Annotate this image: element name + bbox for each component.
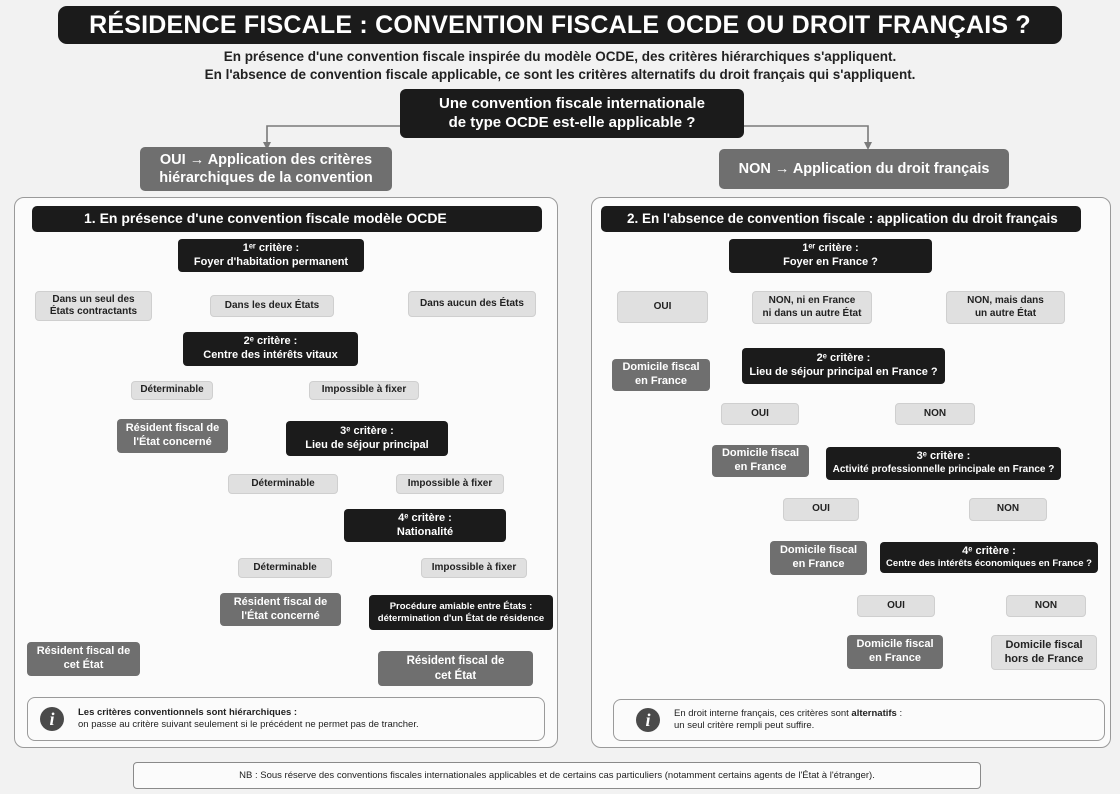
- right-info-box: [613, 699, 1105, 741]
- branch-yes-line-1: OUI → Application des critères: [159, 151, 373, 168]
- left-amiable-line-2: détermination d'un État de résidence: [377, 612, 545, 624]
- right-criterion-4-text: Centre des intérêts économiques en France ?: [886, 558, 1092, 570]
- left-criterion-1-text: Foyer d'habitation permanent: [193, 255, 349, 268]
- branch-yes-line-2: hiérarchiques de la convention: [159, 170, 373, 186]
- right-c4-non: NON: [1006, 595, 1086, 617]
- right-c3-non: NON: [969, 498, 1047, 521]
- right-c2-non: NON: [895, 403, 975, 425]
- right-domicile-1-line-2: en France: [635, 375, 687, 387]
- page-title: RÉSIDENCE FISCALE : CONVENTION FISCALE OCDE OU DROIT FRANÇAIS ?: [58, 6, 1062, 44]
- left-criterion-4-text: Nationalité: [396, 525, 454, 538]
- right-domicile-4-line-2: en France: [869, 652, 921, 664]
- right-criterion-1: [729, 239, 932, 273]
- info-icon: i: [636, 708, 660, 732]
- left-criterion-2-text: Centre des intérêts vitaux: [203, 349, 338, 361]
- right-info-rest: un seul critère rempli peut suffire.: [674, 720, 815, 731]
- right-criterion-2-title: 2ᵉ critère :: [816, 352, 871, 365]
- left-criterion-3: [286, 421, 448, 456]
- right-criterion-4-title: 4ᵉ critère :: [962, 544, 1016, 557]
- left-amiable-procedure: [369, 595, 553, 630]
- right-answer-non-nowhere-line-1: NON, ni en France: [768, 295, 856, 306]
- right-criterion-4: [880, 542, 1098, 573]
- left-c4-determinable: Déterminable: [238, 558, 332, 578]
- left-info-text: [78, 707, 419, 732]
- right-domicile-3: [770, 541, 867, 575]
- left-c2-impossible: Impossible à fixer: [309, 381, 419, 400]
- right-domicile-3-line-2: en France: [792, 558, 845, 570]
- right-domicile-2: [712, 445, 809, 477]
- right-domicile-1-line-1: Domicile fiscal: [622, 361, 700, 374]
- right-criterion-3-title: 3ᵉ critère :: [916, 450, 971, 463]
- left-result-c2-line-1: Résident fiscal de: [125, 422, 220, 435]
- left-answer-one-state: [35, 291, 152, 321]
- left-answer-no-state: Dans aucun des États: [408, 291, 536, 317]
- right-answer-non-nowhere: [752, 291, 872, 324]
- subtitle-line-1: En présence d'une convention fiscale inspirée du modèle OCDE, des critères hiérarchiques s'appliquent.: [223, 49, 897, 64]
- left-criterion-2-title: 2ᵉ critère :: [243, 335, 298, 348]
- left-c3-determinable: Déterminable: [228, 474, 338, 494]
- left-info-rest: on passe au critère suivant seulement si le précédent ne permet pas de trancher.: [78, 719, 419, 730]
- right-answer-non-other-line-1: NON, mais dans: [967, 295, 1044, 306]
- right-domicile-2-line-1: Domicile fiscal: [721, 447, 800, 460]
- left-result-c4: [220, 593, 341, 626]
- main-question-box: [400, 89, 744, 138]
- branch-no-box: NON → Application du droit français: [719, 149, 1009, 189]
- left-c2-determinable: Déterminable: [131, 381, 213, 400]
- left-criterion-1-title: 1ᵉʳ critère :: [242, 241, 300, 254]
- right-criterion-2: [742, 348, 945, 384]
- right-panel-header: 2. En l'absence de convention fiscale : application du droit français: [601, 206, 1081, 232]
- right-answer-non-nowhere-line-2: ni dans un autre État: [762, 307, 862, 319]
- left-c4-impossible: Impossible à fixer: [421, 558, 527, 578]
- left-criterion-2: [183, 332, 358, 366]
- left-panel-header: 1. En présence d'une convention fiscale modèle OCDE: [32, 206, 542, 232]
- right-criterion-2-text: Lieu de séjour principal en France ?: [749, 366, 938, 378]
- left-result-c2-line-2: l'État concerné: [133, 436, 212, 448]
- branch-yes-box: [140, 147, 392, 191]
- right-info-pre: En droit interne français, ces critères sont: [674, 707, 852, 719]
- right-domicile-2-line-2: en France: [734, 461, 787, 473]
- right-info-bold: alternatifs: [851, 707, 897, 719]
- right-domicile-abroad: [991, 635, 1097, 670]
- right-info-post: :: [896, 707, 903, 719]
- left-result-this-state-line-2: cet État: [63, 659, 104, 671]
- subtitle-line-2: En l'absence de convention fiscale applicable, ce sont les critères alternatifs du droit français qui s'appliquent.: [204, 67, 916, 82]
- right-criterion-1-text: Foyer en France ?: [783, 256, 878, 268]
- left-answer-one-state-line-2: États contractants: [49, 306, 138, 317]
- left-answer-both-states: Dans les deux États: [210, 295, 334, 317]
- right-domicile-1: [612, 359, 710, 391]
- left-c3-impossible: Impossible à fixer: [396, 474, 504, 494]
- left-criterion-1: [178, 239, 364, 272]
- right-c3-oui: OUI: [783, 498, 859, 521]
- left-info-box: [27, 697, 545, 741]
- left-criterion-3-title: 3ᵉ critère :: [340, 424, 394, 437]
- main-question-line-1: Une convention fiscale internationale: [439, 94, 705, 112]
- left-result-final-line-2: cet État: [434, 669, 477, 682]
- left-result-final: [378, 651, 533, 686]
- right-answer-non-other-line-2: un autre État: [974, 307, 1037, 319]
- left-result-this-state: [27, 642, 140, 676]
- right-domicile-4: [847, 635, 943, 669]
- main-question-line-2: de type OCDE est-elle applicable ?: [448, 113, 696, 131]
- left-criterion-3-text: Lieu de séjour principal: [305, 438, 429, 451]
- left-result-c2: [117, 419, 228, 453]
- left-result-c4-line-1: Résident fiscal de: [233, 595, 328, 608]
- nb-footnote: NB : Sous réserve des conventions fiscales internationales applicables et de certains cas particuliers (notamment certains agents de l'État à l'étranger).: [133, 762, 981, 789]
- right-criterion-3-text: Activité professionnelle principale en France ?: [832, 464, 1055, 476]
- right-domicile-4-line-1: Domicile fiscal: [856, 638, 934, 651]
- left-result-final-line-1: Résident fiscal de: [406, 655, 505, 668]
- right-criterion-3: [826, 447, 1061, 480]
- info-icon: i: [40, 707, 64, 731]
- left-criterion-4-title: 4ᵉ critère :: [398, 511, 452, 524]
- left-result-this-state-line-1: Résident fiscal de: [36, 645, 131, 658]
- right-domicile-3-line-1: Domicile fiscal: [779, 544, 858, 557]
- right-c2-oui: OUI: [721, 403, 799, 425]
- right-answer-oui: OUI: [617, 291, 708, 323]
- left-info-bold: Les critères conventionnels sont hiérarchiques :: [78, 706, 298, 718]
- right-domicile-abroad-line-1: Domicile fiscal: [1005, 638, 1083, 651]
- left-criterion-4: [344, 509, 506, 542]
- left-amiable-line-1: Procédure amiable entre États :: [389, 600, 533, 612]
- right-answer-non-other-state: [946, 291, 1065, 324]
- left-answer-one-state-line-1: Dans un seul des: [52, 293, 135, 305]
- left-result-c4-line-2: l'État concerné: [241, 609, 320, 622]
- right-c4-oui: OUI: [857, 595, 935, 617]
- right-info-text: [674, 708, 902, 733]
- right-criterion-1-title: 1ᵉʳ critère :: [802, 242, 859, 255]
- right-domicile-abroad-line-2: hors de France: [1004, 652, 1084, 665]
